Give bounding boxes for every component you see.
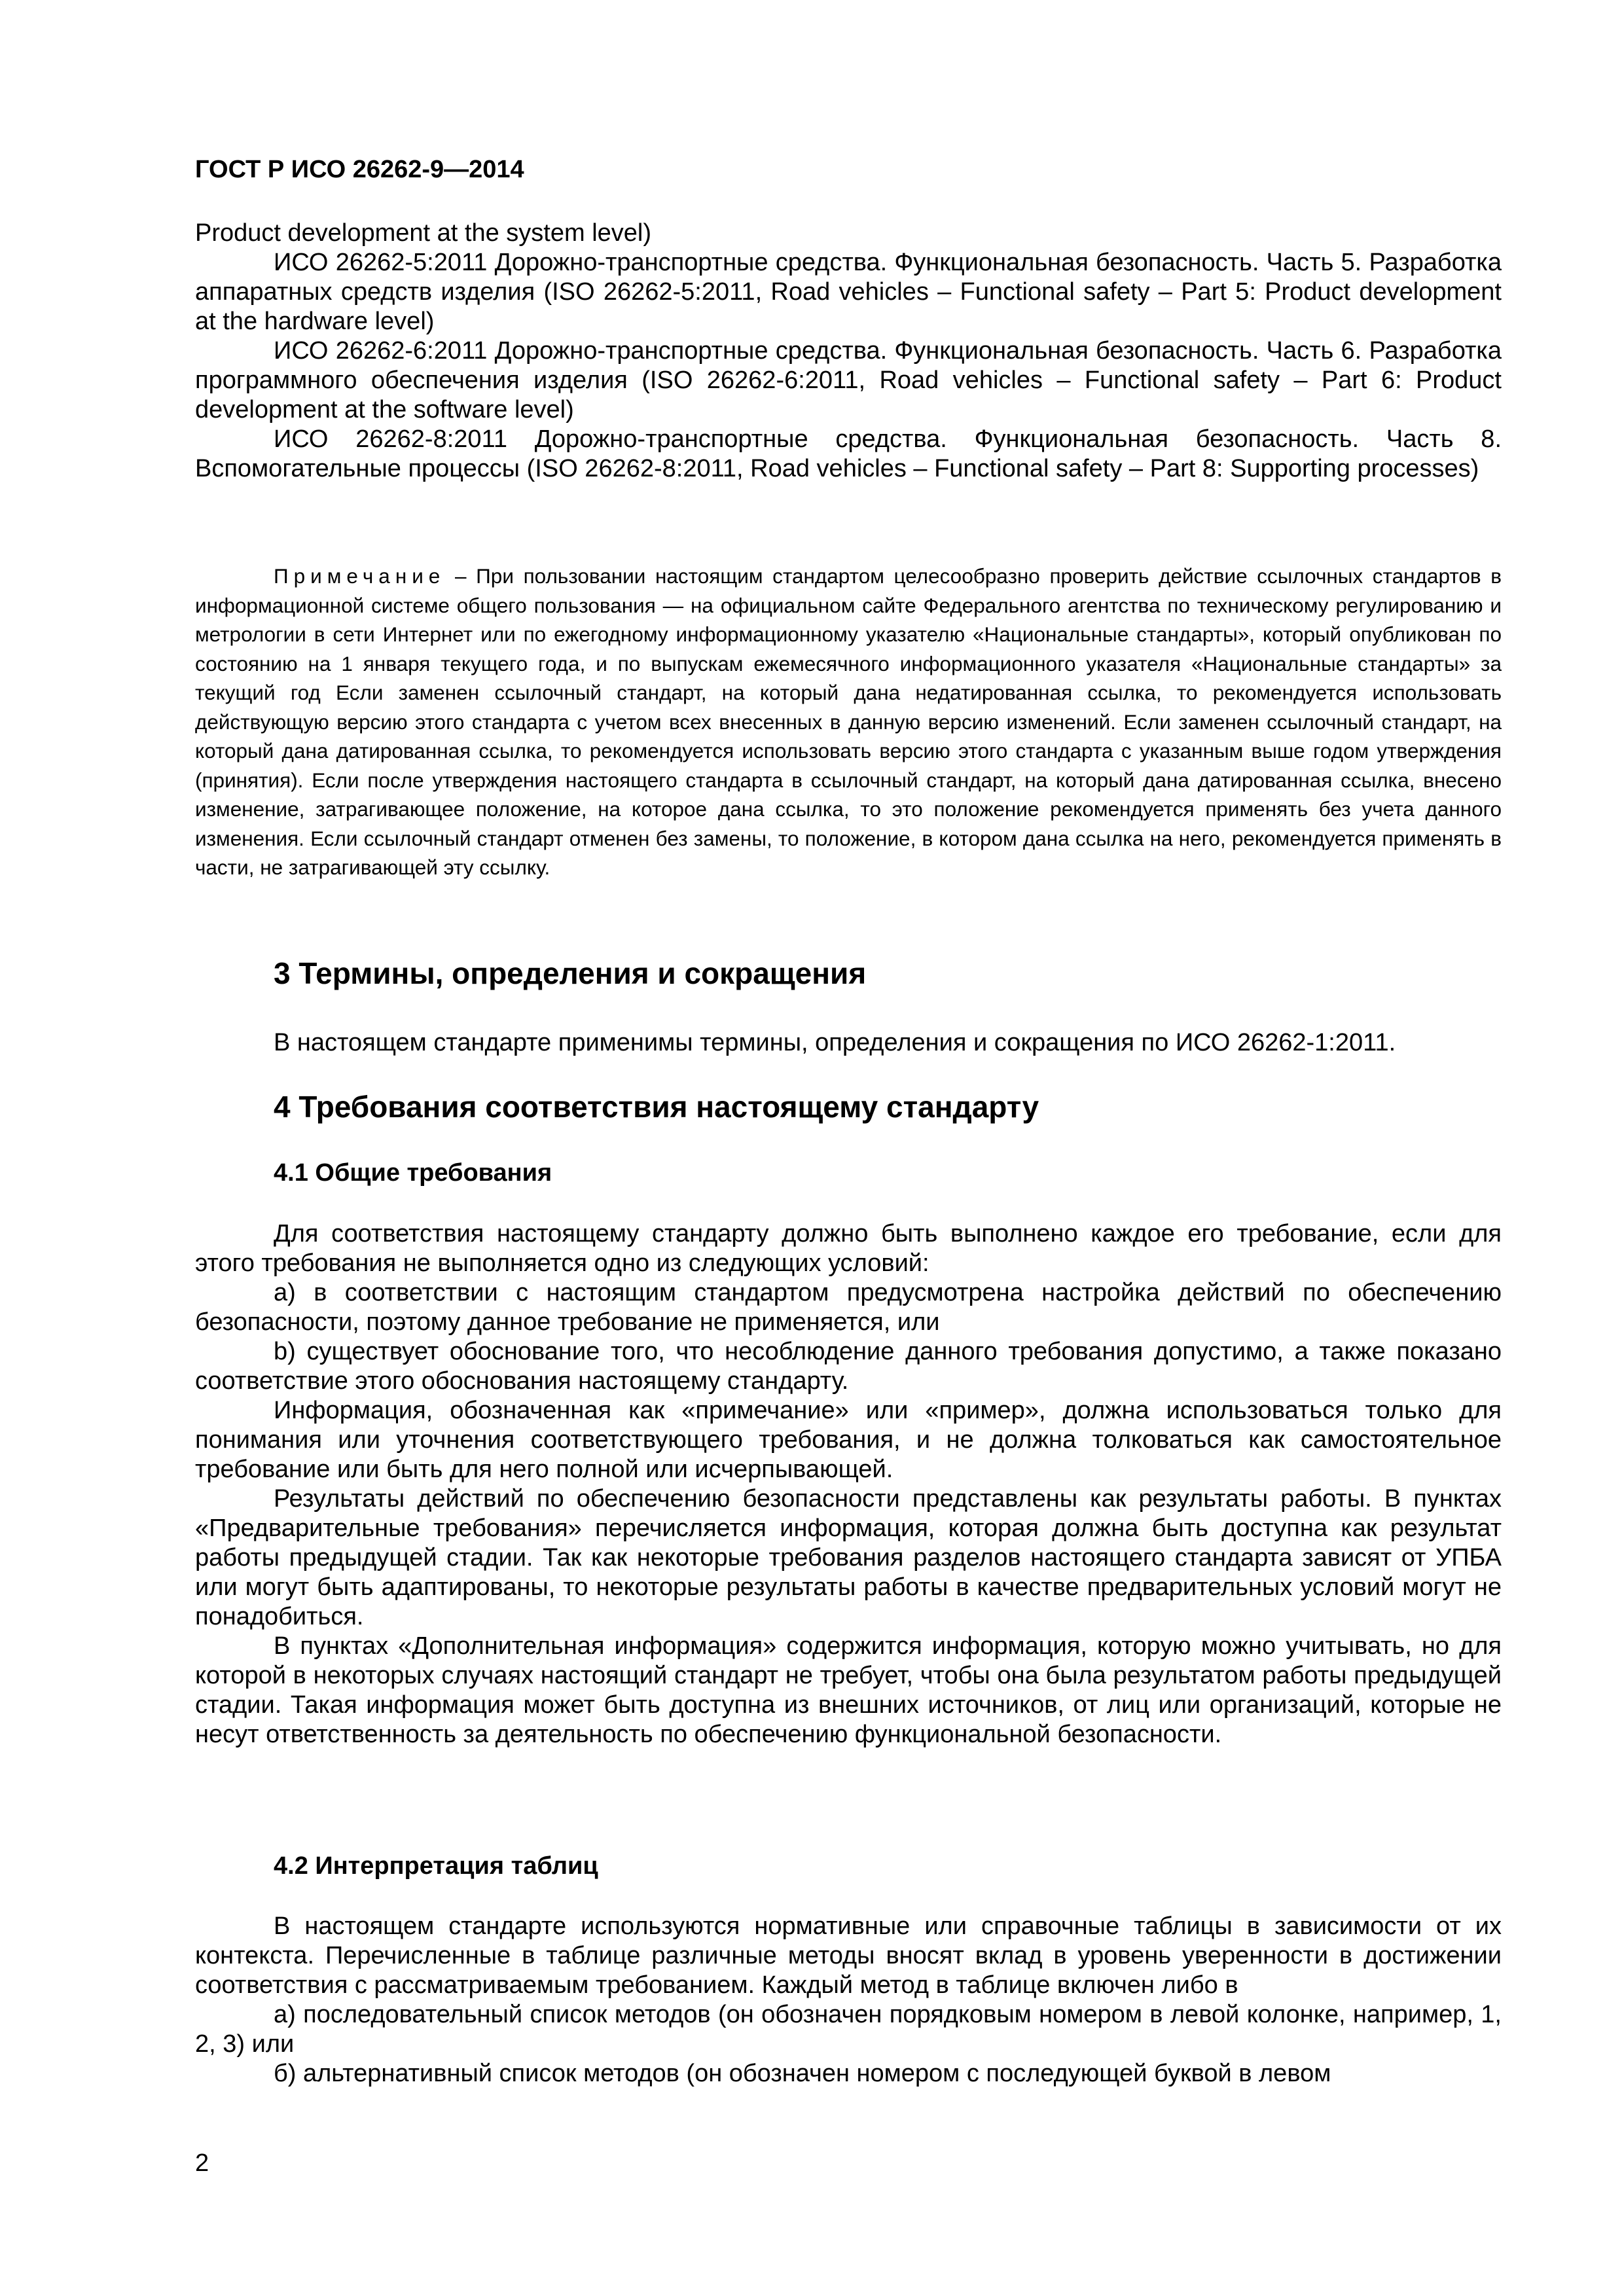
- subsection-4-2-body: [195, 1912, 1502, 2089]
- list-item: б) альтернативный список методов (он обозначен номером с последующей буквой в левом: [274, 2060, 1331, 2087]
- paragraph: Для соответствия настоящему стандарту должно быть выполнено каждое его требование, если для этого требования не выполняется одно из следующих условий:: [195, 1220, 1502, 1277]
- paragraph: В настоящем стандарте используются нормативные или справочные таблицы в зависимости от их контекста. Перечисленные в таблице различные методы вносят вклад в уровень уверенности в достижении соответствия с рассматриваемым требованием. Каждый метод в таблице включен либо в: [195, 1912, 1502, 1999]
- document-header: ГОСТ Р ИСО 26262-9—2014: [195, 156, 524, 183]
- paragraph: В пунктах «Дополнительная информация» содержится информация, которую можно учитывать, но для которой в некоторых случаях настоящий стандарт не требует, чтобы она была результатом работы предыдущей стадии. Такая информация может быть доступна из внешних источников, от лиц или организаций, которые не несут ответственность за деятельность по обеспечению функциональной безопасности.: [195, 1632, 1502, 1748]
- note-text: – При пользовании настоящим стандартом целесообразно проверить действие ссылочных стандартов в информационной системе общего пользования — на официальном сайте Федерального агентства по техническому регулированию и метрологии в сети Интернет или по ежегодному информационному указателю «Национальные стандарты», который опубликован по состоянию на 1 января текущего года, и по выпускам ежемесячного информационного указателя «Национальные стандарты» за текущий год Если заменен ссылочный стандарт, на который дана недатированная ссылка, то рекомендуется использовать действующую версию этого стандарта с учетом всех внесенных в данную версию изменений. Если заменен ссылочный стандарт, на который дана датированная ссылка, то рекомендуется использовать версию этого стандарта с указанным выше годом утверждения (принятия). Если после утверждения настоящего стандарта в ссылочный стандарт, на который дана датированная ссылка, внесено изменение, затрагивающее положение, на которое дана ссылка, то это положение рекомендуется применять без учета данного изменения. Если ссылочный стандарт отменен без замены, то положение, в котором дана ссылка на него, рекомендуется применять в части, не затрагивающей эту ссылку.: [195, 564, 1502, 879]
- list-item: b) существует обоснование того, что несоблюдение данного требования допустимо, а также показано соответствие этого обоснования настоящему стандарту.: [195, 1338, 1502, 1395]
- reference-item: ИСО 26262-6:2011 Дорожно-транспортные средства. Функциональная безопасность. Часть 6. Разработка программного обеспечения изделия (ISO 26262-6:2011, Road vehicles – Functional safety – Part 6: Product development at the software level): [195, 337, 1502, 423]
- section-3-body: [195, 1028, 1502, 1058]
- paragraph: В настоящем стандарте применимы термины, определения и сокращения по ИСО 26262-1:2011.: [274, 1029, 1396, 1056]
- list-item: a) в соответствии с настоящим стандартом предусмотрена настройка действий по обеспечению безопасности, поэтому данное требование не применяется, или: [195, 1279, 1502, 1336]
- paragraph: Результаты действий по обеспечению безопасности представлены как результаты работы. В пунктах «Предварительные требования» перечисляется информация, которая должна быть доступна как результат работы предыдущей стадии. Так как некоторые требования разделов настоящего стандарта зависят от УПБА или могут быть адаптированы, то некоторые результаты работы в качестве предварительных условий могут не понадобиться.: [195, 1485, 1502, 1630]
- page-number: 2: [195, 2149, 209, 2177]
- reference-continuation: Product development at the system level): [195, 219, 652, 247]
- reference-item: ИСО 26262-8:2011 Дорожно-транспортные средства. Функциональная безопасность. Часть 8. Вспомогательные процессы (ISO 26262-8:2011, Road vehicles – Functional safety – Part 8: Supporting processes): [195, 425, 1502, 482]
- note-label: Примечание: [274, 564, 446, 588]
- list-item: а) последовательный список методов (он обозначен порядковым номером в левой колонке, например, 1, 2, 3) или: [195, 2001, 1502, 2058]
- normative-references: [195, 219, 1502, 484]
- section-3-heading: 3 Термины, определения и сокращения: [274, 956, 867, 990]
- subsection-4-2-heading: 4.2 Интерпретация таблиц: [274, 1852, 598, 1880]
- note-paragraph: [195, 562, 1502, 882]
- reference-item: ИСО 26262-5:2011 Дорожно-транспортные средства. Функциональная безопасность. Часть 5. Разработка аппаратных средств изделия (ISO 26262-5:2011, Road vehicles – Functional safety – Part 5: Product development at the hardware level): [195, 249, 1502, 335]
- section-4-heading: 4 Требования соответствия настоящему стандарту: [274, 1090, 1039, 1124]
- subsection-4-1-body: [195, 1219, 1502, 1749]
- subsection-4-1-heading: 4.1 Общие требования: [274, 1159, 552, 1187]
- paragraph: Информация, обозначенная как «примечание» или «пример», должна использоваться только для понимания или уточнения соответствующего требования, и не должна толковаться как самостоятельное требование или быть для него полной или исчерпывающей.: [195, 1397, 1502, 1483]
